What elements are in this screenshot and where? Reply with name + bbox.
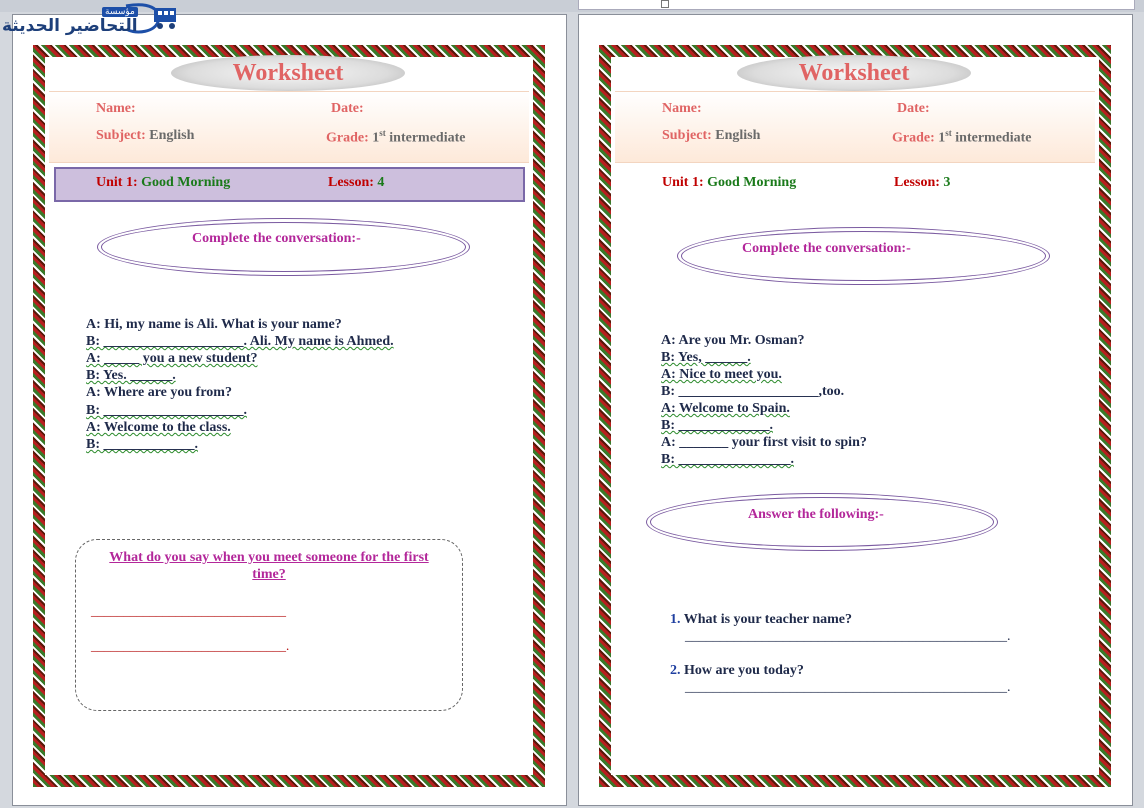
conversation-heading: Complete the conversation:- [192,231,361,246]
worksheet-page-left [12,14,567,806]
unit-field [662,175,796,191]
conversation-line: B: _____________. [661,418,773,433]
question-item [670,612,852,628]
date-label: Date: [331,101,364,116]
conversation-heading-oval [101,222,466,272]
lesson-label: Lesson: [894,175,940,190]
conversation-line: B: ________________. [661,452,794,467]
conversation-line: A: Welcome to the class. [86,420,231,435]
subject-field [96,128,194,144]
name-label: Name: [662,101,702,116]
unit-label: Unit 1: [662,175,704,190]
publisher-logo [0,0,182,42]
worksheet-title: Worksheet [171,55,405,91]
conversation-line: A: _______ your first visit to spin? [661,435,867,450]
answer-line[interactable]: ______________________________. [91,638,290,653]
subject-value: English [715,128,761,143]
question-text: How are you today? [684,663,804,678]
grade-value: intermediate [385,130,466,146]
grade-field [326,128,465,147]
question-text: What do you say when you meet someone for the first time? [109,550,429,582]
unit-value: Good Morning [141,175,231,190]
lesson-value: 3 [943,175,951,190]
worksheet-page-right [578,14,1133,806]
conversation-line: A: Are you Mr. Osman? [661,333,805,348]
grade-label: Grade: [892,130,935,146]
conversation-line: A: Welcome to Spain. [661,401,790,416]
conversation-line: A: Hi, my name is Ali. What is your name? [86,317,342,332]
name-label: Name: [96,101,136,116]
conversation-line: B: ____________________. [86,403,247,418]
answer-line[interactable]: ______________________________________________. [685,680,1011,695]
horizontal-ruler[interactable] [578,0,1135,10]
conversation-heading: Complete the conversation:- [742,241,911,256]
worksheet-title: Worksheet [737,55,971,91]
grade-number: 1 [938,130,946,146]
answer-line[interactable]: ______________________________________________. [685,629,1011,644]
answer-heading: Answer the following:- [748,507,884,522]
subject-label: Subject: [96,128,146,143]
grade-ordinal: st [379,128,386,138]
lesson-field [894,175,950,191]
conversation-line: A: Nice to meet you. [661,367,782,382]
conversation-line: B: ____________________. Ali. My name is Ahmed. [86,334,394,349]
grade-field [892,128,1031,147]
conversation-line: B: Yes, ______. [661,350,751,365]
lesson-label: Lesson: [328,175,374,190]
conversation-line: B: ____________________,too. [661,384,845,399]
conversation-line: B: Yes. ______. [86,368,176,383]
conversation-line: B: _____________. [86,437,198,452]
logo-title: التحاضير الحديثة [2,16,138,36]
question-text: What is your teacher name? [683,612,852,627]
logo-subtitle: مؤسسة [102,7,138,17]
conversation-line: A: Where are you from? [86,385,232,400]
grade-ordinal: st [945,128,952,138]
ruler-indent-marker[interactable] [661,0,669,8]
lesson-field [328,175,384,191]
subject-value: English [149,128,195,143]
unit-label: Unit 1: [96,175,138,190]
grade-value: intermediate [951,130,1032,146]
subject-field [662,128,760,144]
question-item [670,663,804,679]
answer-line[interactable]: ______________________________ [91,603,286,618]
grade-label: Grade: [326,130,369,146]
question-number: 1. [670,612,681,627]
conversation-line: A: _____ you a new student? [86,351,258,366]
unit-field [96,175,230,191]
subject-label: Subject: [662,128,712,143]
question-number: 2. [670,663,681,678]
date-label: Date: [897,101,930,116]
grade-number: 1 [372,130,380,146]
lesson-value: 4 [377,175,385,190]
unit-value: Good Morning [707,175,797,190]
